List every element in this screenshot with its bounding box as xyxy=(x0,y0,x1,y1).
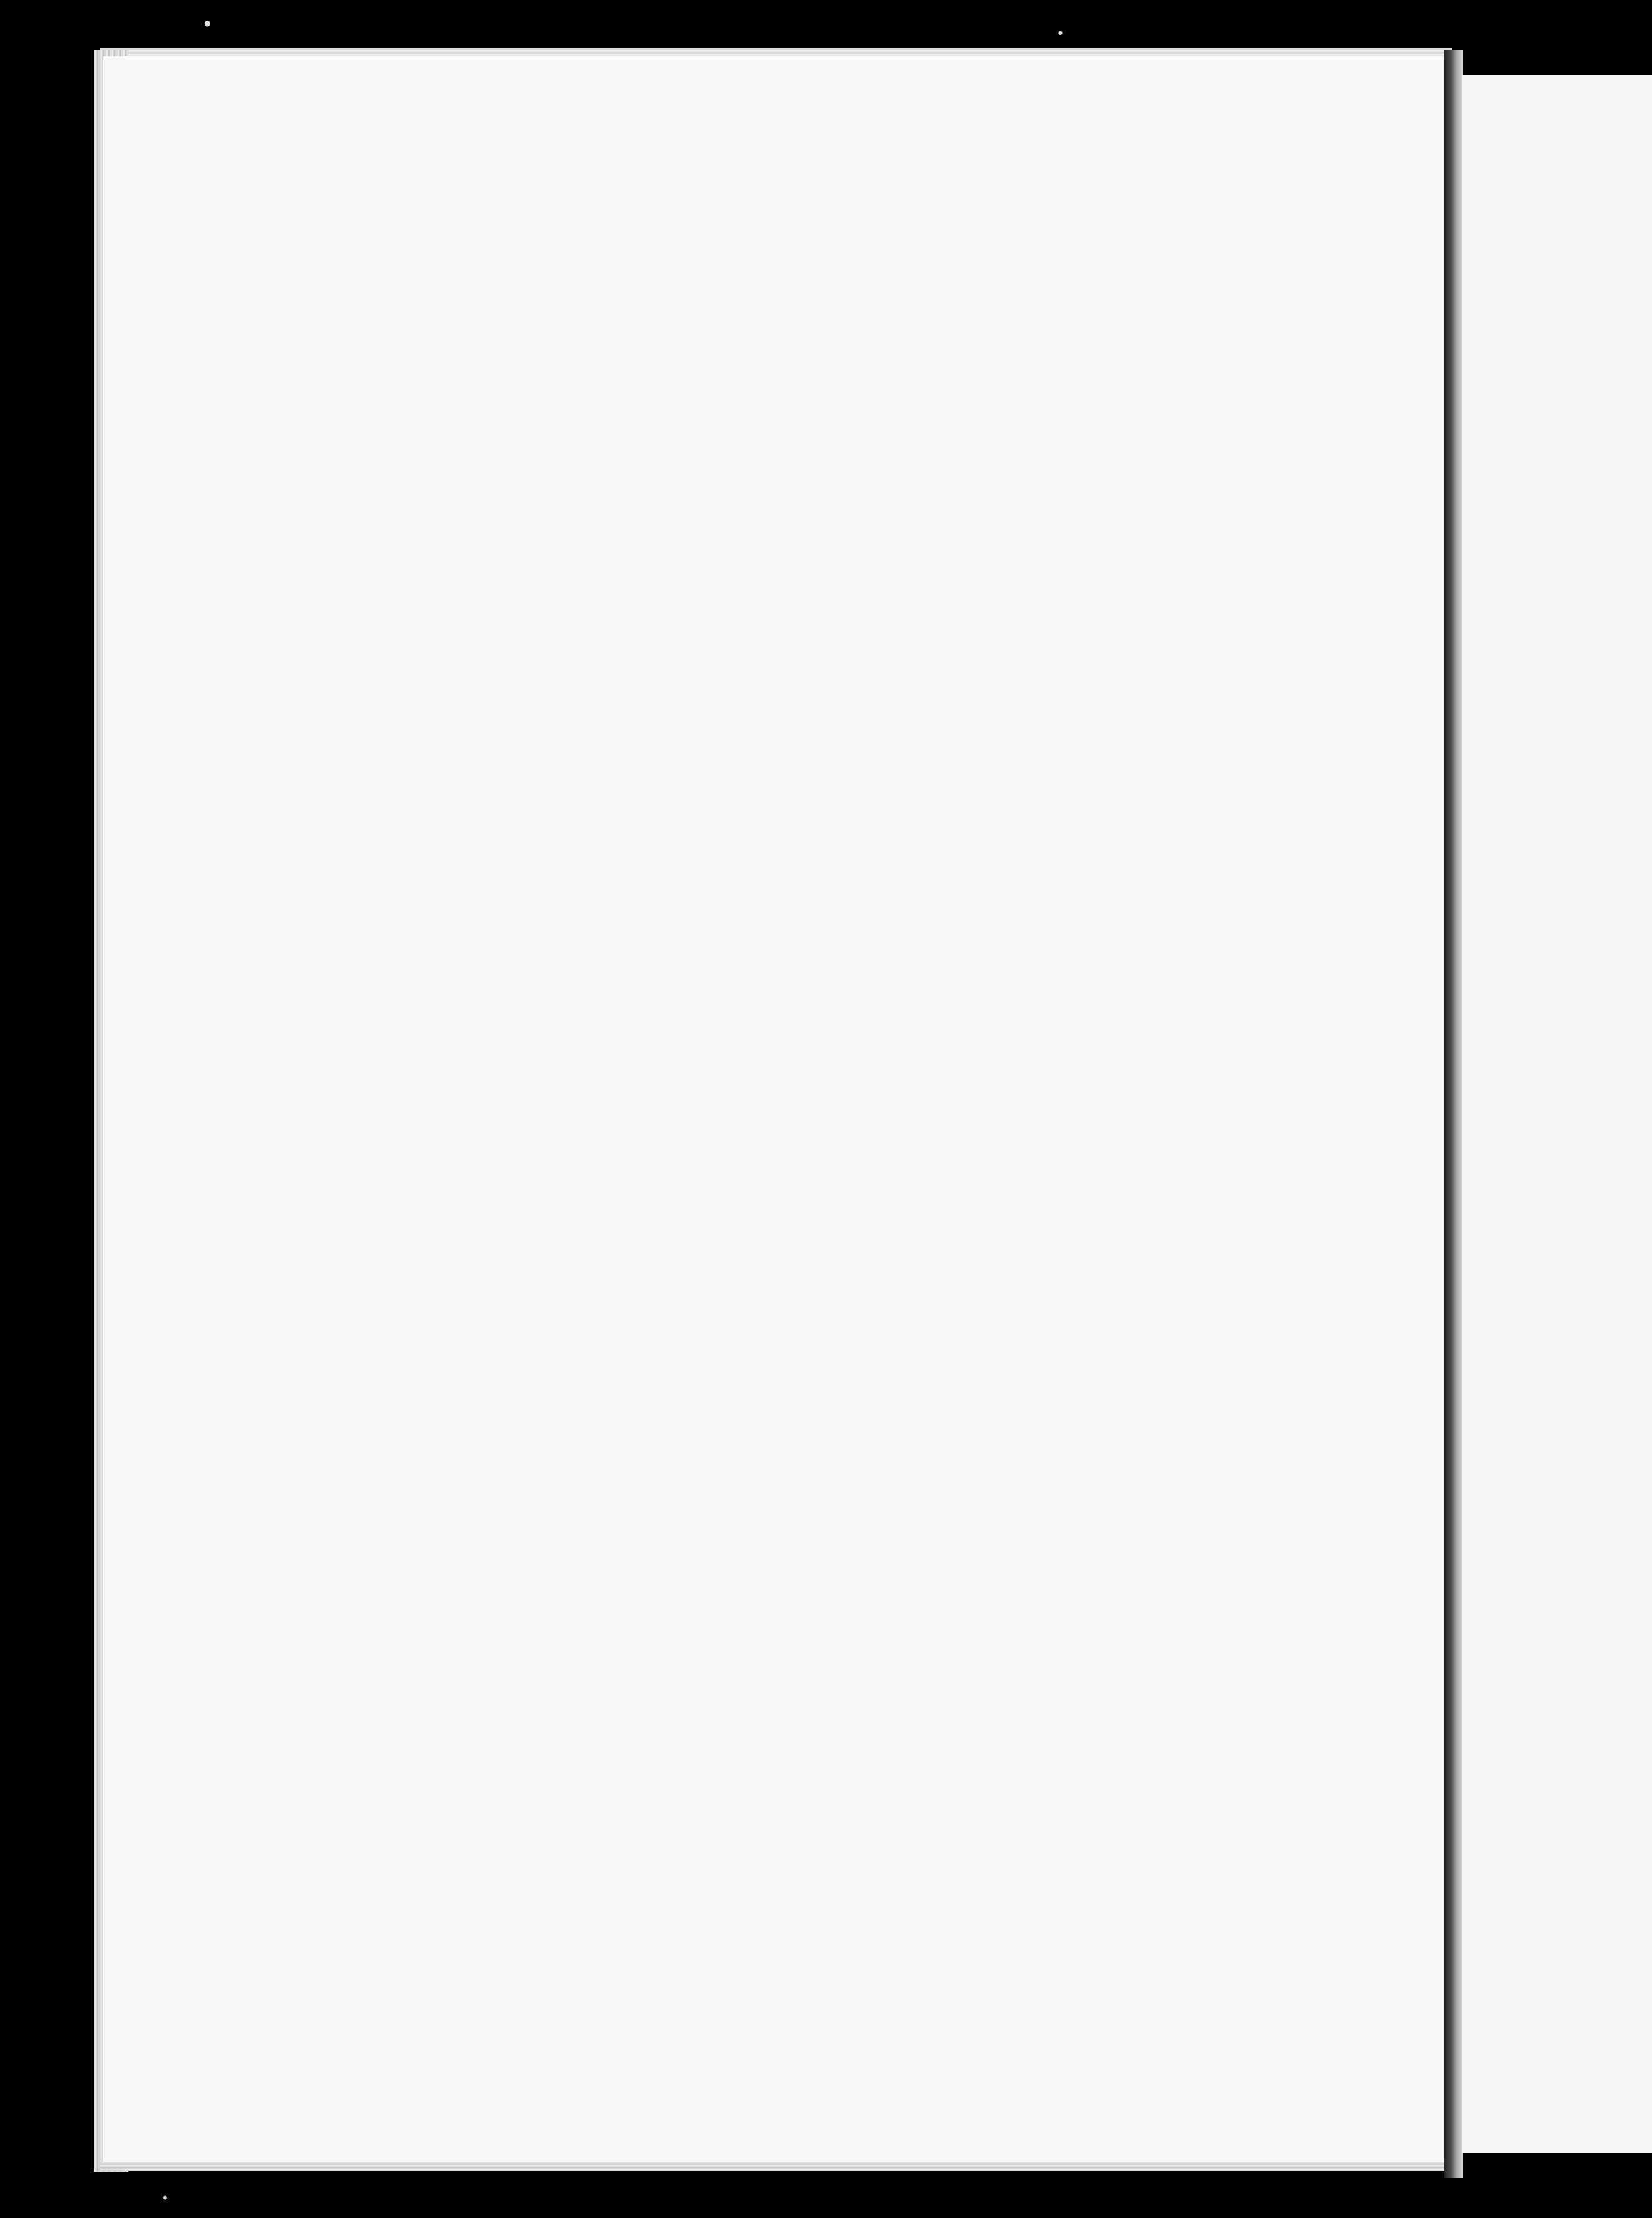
book-gutter xyxy=(1444,50,1463,2178)
page-stack-bottom-edge xyxy=(100,2162,1452,2171)
scan-speck: • xyxy=(201,13,213,36)
running-head xyxy=(310,150,1305,200)
scan-speck: • xyxy=(1056,26,1064,42)
facing-page xyxy=(1462,75,1652,2153)
left-page xyxy=(103,56,1456,2165)
scan-speck: • xyxy=(161,2190,169,2205)
